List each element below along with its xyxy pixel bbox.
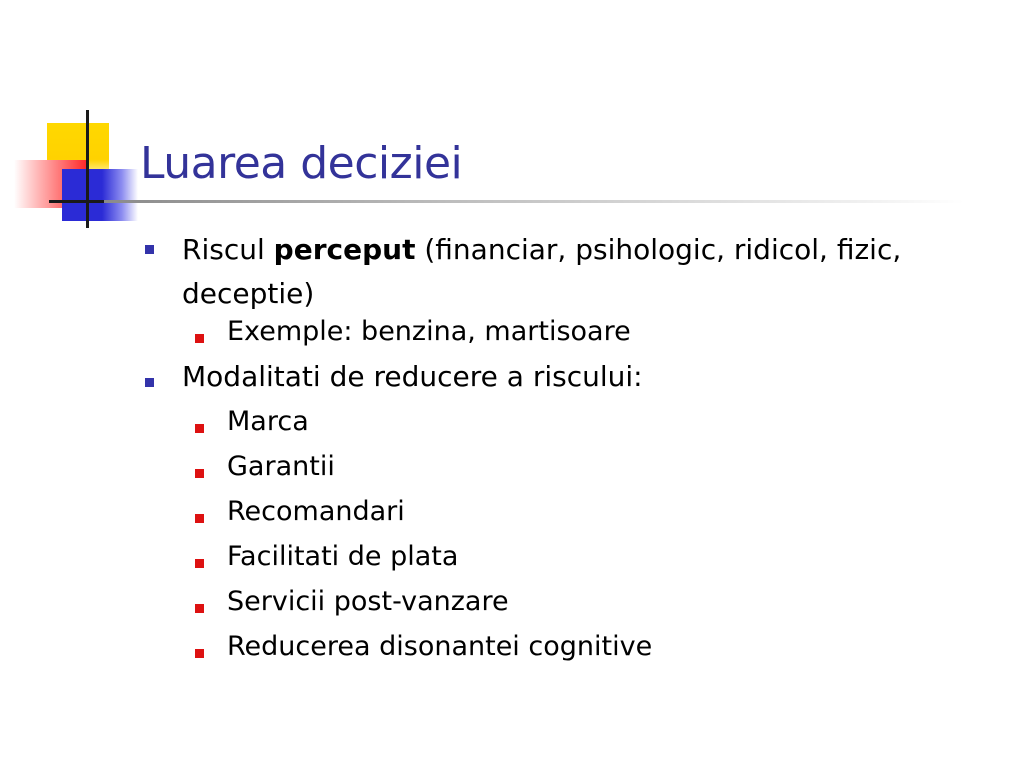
list-item bbox=[182, 228, 972, 316]
sub-list-item: Servicii post-vanzare bbox=[227, 586, 509, 617]
logo-blue-fade bbox=[102, 169, 138, 221]
bullet-text-prefix: Riscul bbox=[182, 233, 274, 266]
sub-bullet-marker bbox=[195, 604, 204, 613]
decorative-logo bbox=[0, 0, 140, 240]
sub-bullet-marker bbox=[195, 649, 204, 658]
title-underline bbox=[104, 200, 964, 203]
sub-list-item: Recomandari bbox=[227, 496, 405, 527]
bullet-text-suffix: (financiar, psihologic, ridicol, fizic, deceptie) bbox=[182, 233, 902, 310]
sub-bullet-marker bbox=[195, 514, 204, 523]
logo-vertical-line bbox=[86, 110, 89, 228]
sub-list-item: Marca bbox=[227, 406, 309, 437]
slide-title: Luarea deciziei bbox=[140, 138, 463, 189]
bullet-text-bold: perceput bbox=[273, 233, 416, 266]
logo-blue-square bbox=[62, 169, 102, 221]
sub-bullet-marker bbox=[195, 334, 204, 343]
sub-bullet-marker bbox=[195, 469, 204, 478]
sub-bullet-marker bbox=[195, 559, 204, 568]
bullet-marker bbox=[145, 245, 154, 254]
sub-list-item: Facilitati de plata bbox=[227, 541, 459, 572]
sub-list-item: Exemple: benzina, martisoare bbox=[227, 316, 631, 347]
list-item: Modalitati de reducere a riscului: bbox=[182, 360, 643, 393]
bullet-marker bbox=[145, 378, 154, 387]
sub-list-item: Reducerea disonantei cognitive bbox=[227, 631, 653, 662]
sub-bullet-marker bbox=[195, 424, 204, 433]
sub-list-item: Garantii bbox=[227, 451, 335, 482]
